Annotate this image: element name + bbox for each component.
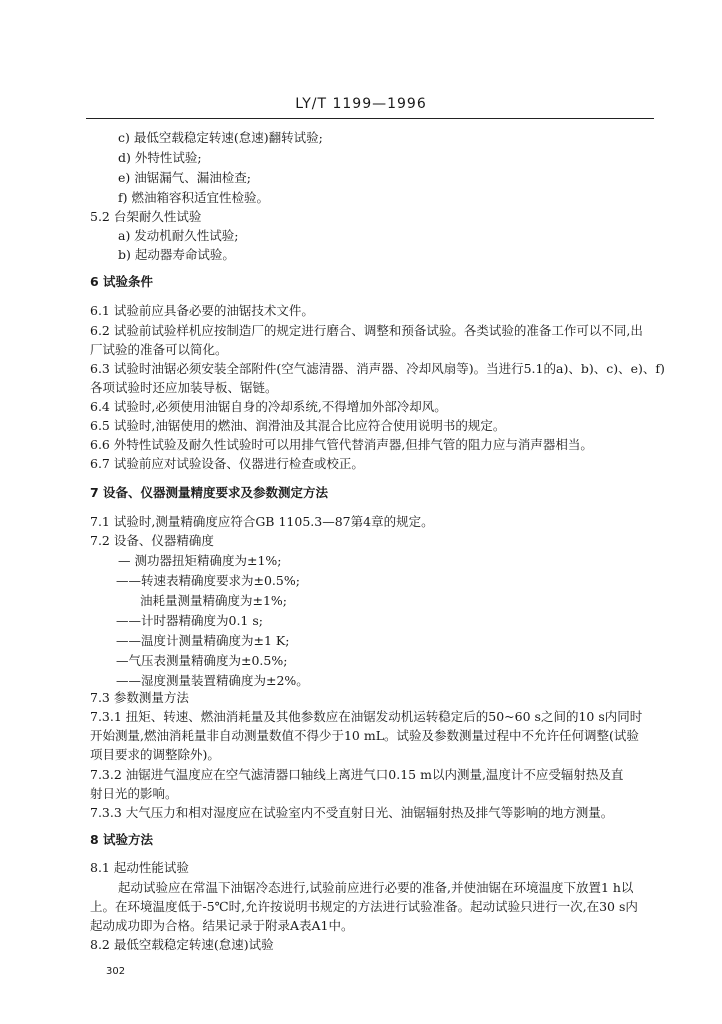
clause-6-3: 6.3 试验时油锯必须安装全部附件(空气滤清器、消声器、冷却风扇等)。当进行5.1的a)、b)、c)、e)、f) <box>90 361 665 376</box>
clause-6-1: 6.1 试验前应具备必要的油锯技术文件。 <box>90 303 314 318</box>
section-8-heading: 8 试验方法 <box>90 832 154 847</box>
clause-6-3-cont: 各项试验时还应加装导板、锯链。 <box>90 380 278 395</box>
clause-6-2: 6.2 试验前试验样机应按制造厂的规定进行磨合、调整和预备试验。各类试验的准备工作可以不同,出 <box>90 323 643 338</box>
clause-8-1-body-cont: 上。在环境温度低于-5℃时,允许按说明书规定的方法进行试验准备。起动试验只进行一次,在30 s内 <box>90 899 638 914</box>
section-7-heading: 7 设备、仪器测量精度要求及参数测定方法 <box>90 485 329 500</box>
precision-item: ——温度计测量精确度为±1 K; <box>116 633 290 648</box>
clause-7-3-1: 7.3.1 扭矩、转速、燃油消耗量及其他参数应在油锯发动机运转稳定后的50~60 s之间的10 s内同时 <box>90 709 643 724</box>
precision-item: —气压表测量精确度为±0.5%; <box>116 653 288 668</box>
clause-6-5: 6.5 试验时,油锯使用的燃油、润滑油及其混合比应符合使用说明书的规定。 <box>90 418 506 433</box>
clause-7-3-1-cont: 项目要求的调整除外)。 <box>90 747 220 762</box>
list-item-b: b) 起动器寿命试验。 <box>118 247 235 262</box>
clause-6-4: 6.4 试验时,必须使用油锯自身的冷却系统,不得增加外部冷却风。 <box>90 399 447 414</box>
clause-6-7: 6.7 试验前应对试验设备、仪器进行检查或校正。 <box>90 456 364 471</box>
page-number: 302 <box>106 966 126 977</box>
clause-7-3-1-cont: 开始测量,燃油消耗量非自动测量数值不得少于10 mL。试验及参数测量过程中不允许任何调整(试验 <box>90 728 639 743</box>
list-item-f: f) 燃油箱容积适宜性检验。 <box>118 190 269 205</box>
list-item-c: c) 最低空载稳定转速(怠速)翻转试验; <box>118 130 323 145</box>
section-6-heading: 6 试验条件 <box>90 274 154 289</box>
clause-7-2: 7.2 设备、仪器精确度 <box>90 533 214 548</box>
list-item-a: a) 发动机耐久性试验; <box>118 228 239 243</box>
clause-7-1: 7.1 试验时,测量精确度应符合GB 1105.3—87第4章的规定。 <box>90 514 434 529</box>
clause-7-3-2-cont: 射日光的影响。 <box>90 786 178 801</box>
clause-7-3-2: 7.3.2 油锯进气温度应在空气滤清器口轴线上离进气口0.15 m以内测量,温度计不应受辐射热及直 <box>90 767 624 782</box>
standard-header: LY/T 1199—1996 <box>295 96 427 112</box>
clause-8-1: 8.1 起动性能试验 <box>90 860 189 875</box>
header-rule <box>86 118 654 119</box>
clause-8-1-body-cont: 起动成功即为合格。结果记录于附录A表A1中。 <box>90 918 354 933</box>
list-item-d: d) 外特性试验; <box>118 150 202 165</box>
clause-7-3: 7.3 参数测量方法 <box>90 690 189 705</box>
precision-item: — 测功器扭矩精确度为±1%; <box>118 553 282 568</box>
clause-6-6: 6.6 外特性试验及耐久性试验时可以用排气管代替消声器,但排气管的阻力应与消声器相当。 <box>90 437 593 452</box>
clause-8-2: 8.2 最低空载稳定转速(怠速)试验 <box>90 937 274 952</box>
precision-item: ——湿度测量装置精确度为±2%。 <box>116 673 309 688</box>
list-item-e: e) 油锯漏气、漏油检查; <box>118 170 251 185</box>
precision-item: ——转速表精确度要求为±0.5%; <box>116 573 300 588</box>
clause-8-1-body: 起动试验应在常温下油锯冷态进行,试验前应进行必要的准备,并使油锯在环境温度下放置1 h以 <box>118 880 634 895</box>
clause-7-3-3: 7.3.3 大气压力和相对湿度应在试验室内不受直射日光、油锯辐射热及排气等影响的地方测量。 <box>90 805 614 820</box>
clause-5-2-heading: 5.2 台架耐久性试验 <box>90 209 202 224</box>
precision-item: ——计时器精确度为0.1 s; <box>116 613 263 628</box>
precision-item: 油耗量测量精确度为±1%; <box>140 593 288 608</box>
clause-6-2-cont: 厂试验的准备可以简化。 <box>90 342 228 357</box>
